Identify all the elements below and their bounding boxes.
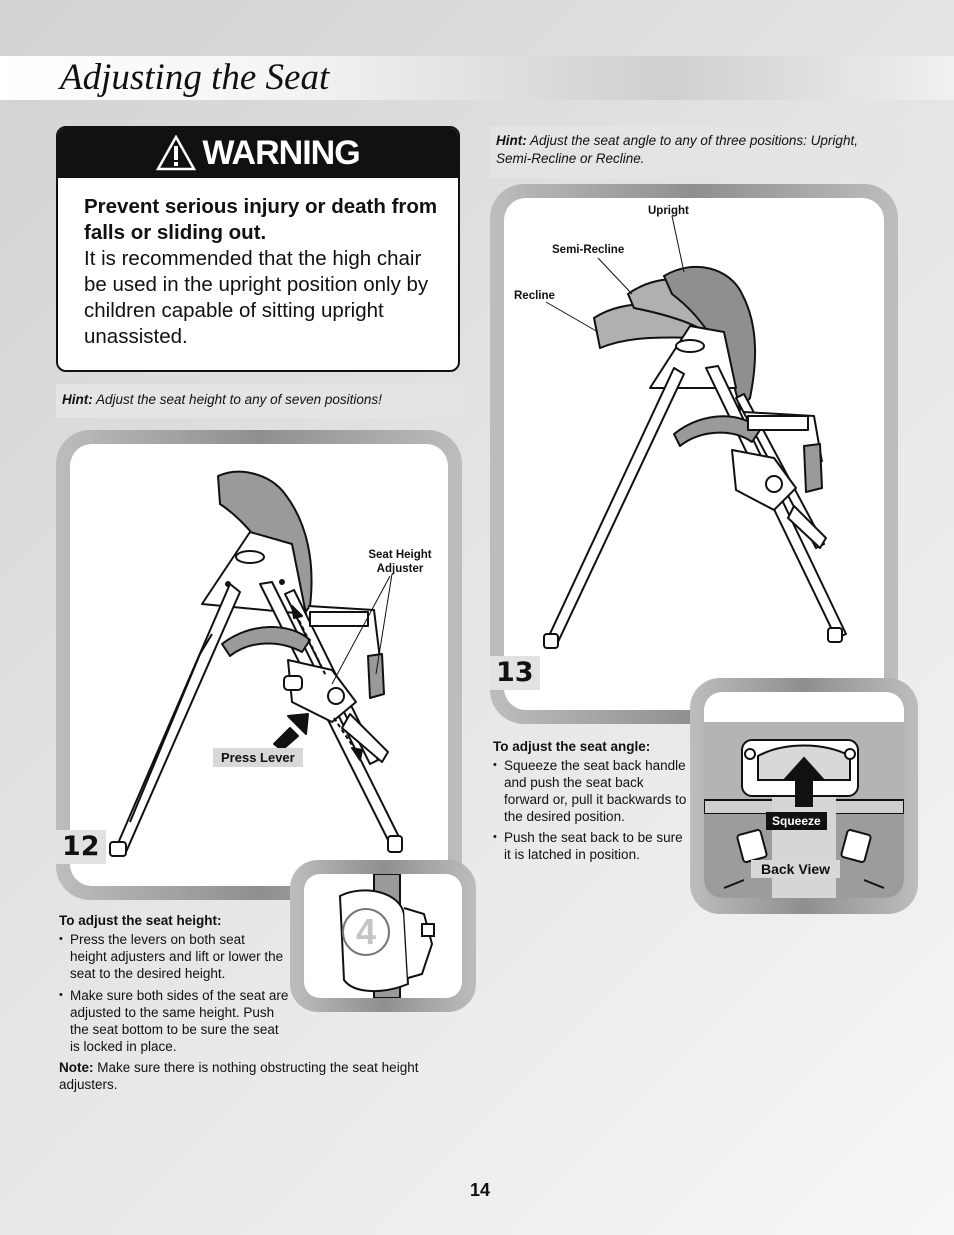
instruction-bullet: • Push the seat back to be sure it is latched in position.: [493, 829, 687, 863]
figure-13-panel: [504, 198, 884, 710]
label-semi-recline: Semi-Recline: [552, 244, 625, 256]
step-number-13: 13: [490, 656, 540, 690]
note: [59, 1059, 459, 1093]
page-title: Adjusting the Seat: [60, 57, 330, 98]
page-number: 14: [470, 1180, 491, 1200]
label-squeeze: Squeeze: [766, 812, 827, 830]
instruction-bullet: • Squeeze the seat back handle and push the seat back forward or, pull it backwards to the desired position.: [493, 757, 687, 825]
figure-13-frame: [490, 184, 898, 724]
label-upright: Upright: [648, 205, 689, 217]
high-chair-illustration-12: [70, 444, 448, 886]
warning-header: [58, 128, 458, 178]
step-number-12: 12: [56, 830, 106, 864]
warning-box: [56, 126, 460, 372]
warning-heading: WARNING: [202, 133, 360, 172]
hint-seat-height: [56, 384, 462, 418]
instructions-list: [59, 931, 285, 982]
hint-label: Hint:: [62, 392, 93, 407]
instruction-bullet: • Press the levers on both seat height adjusters and lift or lower the seat to the desired height.: [59, 931, 285, 982]
instructions-seat-height-cont: [59, 987, 459, 1093]
instructions-list: [493, 757, 687, 863]
label-back-view: Back View: [751, 860, 840, 878]
warning-body-text: It is recommended that the high chair be used in the upright position only by children capable of sitting upright unassisted.: [84, 247, 429, 348]
note-label: Note:: [59, 1060, 94, 1075]
hint-text: Adjust the seat angle to any of three positions: Upright, Semi-Recline or Recline.: [496, 133, 858, 166]
instruction-bullet: • Make sure both sides of the seat are adjusted to the same height. Push the seat bottom to be sure the seat is locked in place.: [59, 987, 459, 1055]
high-chair-illustration-13: [504, 198, 884, 710]
warning-bold-text: Prevent serious injury or death from falls or sliding out.: [84, 195, 438, 244]
instructions-list: [59, 987, 459, 1055]
instructions-heading: To adjust the seat angle:: [493, 739, 651, 754]
hint-text: Adjust the seat height to any of seven positions!: [96, 392, 382, 407]
callout-seat-height-adjuster: Seat Height Adjuster: [368, 549, 432, 575]
instructions-heading: To adjust the seat height:: [59, 913, 222, 928]
figure-12-panel: [70, 444, 448, 886]
inset-position-number: 4: [342, 908, 390, 956]
callout-press-lever: Press Lever: [213, 748, 303, 767]
figure-13-inset-frame: [690, 678, 918, 914]
figure-12-inset-panel: [304, 874, 462, 998]
hint-label: Hint:: [496, 133, 527, 148]
instructions-seat-angle: [493, 738, 687, 867]
warning-body: [58, 178, 458, 350]
label-recline: Recline: [514, 290, 555, 302]
figure-13-inset-panel: [704, 692, 904, 898]
note-text: Make sure there is nothing obstructing the seat height adjusters.: [59, 1060, 419, 1092]
figure-12-frame: [56, 430, 462, 900]
instructions-seat-height: [59, 912, 285, 986]
warning-triangle-icon: [156, 135, 196, 171]
hint-seat-angle: [490, 126, 898, 178]
